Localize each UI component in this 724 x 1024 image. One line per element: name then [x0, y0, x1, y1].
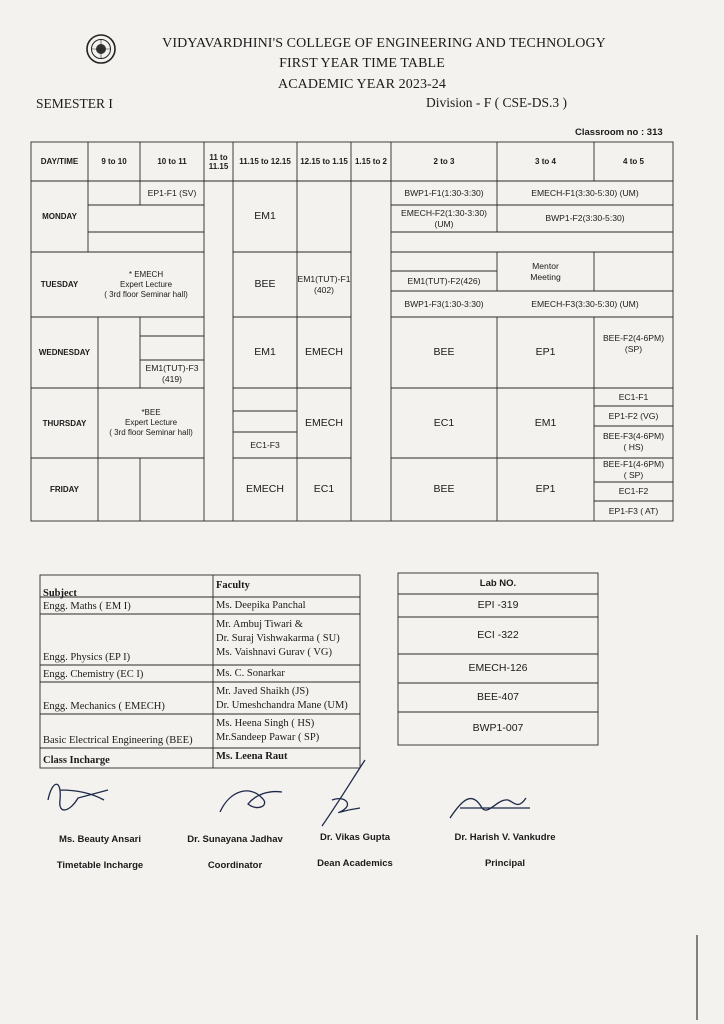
- faculty-name: Ms. Deepika Panchal: [216, 600, 306, 611]
- header-slot: 3 to 4: [535, 157, 556, 166]
- thursday-ep1-f2: EP1-F2 (VG): [608, 410, 659, 421]
- signatory-role: Coordinator: [207, 860, 263, 871]
- lab-row: BWP1-007: [472, 722, 524, 734]
- signatory-name: Dr. Sunayana Jadhav: [187, 834, 283, 845]
- wednesday-em1: EM1: [254, 346, 276, 358]
- friday-ec1-f2: EC1-F2: [618, 486, 649, 496]
- signatory-dean-academics: [300, 818, 410, 883]
- friday-emech: EMECH: [246, 483, 284, 495]
- college-name: VIDYAVARDHINI'S COLLEGE OF ENGINEERING AND TECHNOLOGY: [162, 36, 606, 51]
- lab-header: Lab NO.: [479, 578, 517, 589]
- thursday-ec1: EC1: [433, 416, 455, 429]
- tuesday-bee: BEE: [254, 278, 276, 290]
- wednesday-em1-tut-f3: EM1(TUT)-F3 (419): [145, 363, 199, 384]
- signatory-timetable-incharge: [40, 820, 160, 885]
- signatory-role: Dean Academics: [317, 858, 393, 869]
- thursday-bee-expert-lecture: *BEE Expert Lecture ( 3rd floor Seminar hall): [109, 408, 193, 437]
- subject-name: Engg. Chemistry (EC I): [43, 669, 144, 680]
- wednesday-bee: BEE: [433, 346, 455, 358]
- lab-row: BEE-407: [476, 691, 520, 703]
- tuesday-em1-tut-f1: EM1(TUT)-F1 (402): [297, 273, 351, 295]
- signatory-role: Principal: [484, 858, 526, 869]
- lab-row: EPI -319: [477, 599, 519, 611]
- lab-row: EMECH-126: [468, 662, 528, 674]
- header-lunch: 1.15 to 2: [354, 157, 387, 166]
- signatory-name: Dr. Vikas Gupta: [319, 832, 391, 843]
- subject-name: Engg. Maths ( EM I): [43, 601, 131, 612]
- header-slot: 2 to 3: [433, 157, 455, 166]
- document-title: FIRST YEAR TIME TABLE: [279, 56, 445, 71]
- faculty-name: Ms. Heena Singh ( HS) Mr.Sandeep Pawar ( SP): [216, 718, 320, 743]
- header-daytime: DAY/TIME: [40, 157, 79, 166]
- monday-em1: EM1: [254, 210, 276, 222]
- tuesday-em1-tut-f2: EM1(TUT)-F2(426): [407, 275, 481, 286]
- class-incharge-name: Ms. Leena Raut: [216, 751, 288, 762]
- tuesday-emech-expert-lecture: * EMECH Expert Lecture ( 3rd floor Seminar hall): [104, 269, 188, 299]
- division: Division - F ( CSE-DS.3 ): [426, 95, 568, 110]
- lab-row: ECI -322: [477, 629, 519, 641]
- signatory-name: Dr. Harish V. Vankudre: [454, 832, 556, 843]
- subject-name: Basic Electrical Engineering (BEE): [43, 735, 193, 746]
- thursday-bee-f3: BEE-F3(4-6PM) ( HS): [602, 431, 665, 452]
- signatory-role: Timetable Incharge: [56, 860, 144, 871]
- signatory-principal: [440, 818, 570, 883]
- day-tuesday: TUESDAY: [40, 280, 79, 289]
- tuesday-bwp1-f3: BWP1-F3(1:30-3:30): [404, 298, 484, 309]
- academic-year: ACADEMIC YEAR 2023-24: [277, 77, 447, 92]
- day-friday: FRIDAY: [49, 485, 80, 494]
- tuesday-emech-f3: EMECH-F3(3:30-5:30) (UM): [531, 298, 639, 309]
- monday-emech-f2: EMECH-F2(1:30-3:30) (UM): [401, 207, 487, 229]
- monday-bwp1-f2: BWP1-F2(3:30-5:30): [545, 213, 625, 223]
- wednesday-bee-f2: BEE-F2(4-6PM) (SP): [602, 333, 665, 354]
- day-wednesday: WEDNESDAY: [38, 348, 91, 357]
- friday-ep1-f3: EP1-F3 ( AT): [608, 505, 659, 516]
- signature-scribbles: [48, 760, 530, 826]
- faculty-name: Ms. C. Sonarkar: [216, 668, 285, 679]
- monday-emech-f1: EMECH-F1(3:30-5:30) (UM): [531, 187, 639, 198]
- wednesday-emech: EMECH: [305, 346, 343, 358]
- faculty-name: Mr. Javed Shaikh (JS) Dr. Umeshchandra Mane (UM): [216, 686, 348, 711]
- semester: SEMESTER I: [36, 96, 113, 111]
- header-break: 11 to 11.15: [208, 152, 229, 171]
- subject-name: Engg. Physics (EP I): [43, 652, 131, 663]
- thursday-emech: EMECH: [305, 416, 343, 429]
- day-monday: MONDAY: [42, 212, 77, 221]
- faculty-header-subject: Subject: [43, 588, 77, 599]
- header-slot: 10 to 11: [157, 157, 187, 166]
- header-slot: 11.15 to 12.15: [239, 157, 291, 166]
- friday-bee-f1: BEE-F1(4-6PM) ( SP): [602, 459, 665, 480]
- thursday-em1: EM1: [534, 416, 557, 429]
- friday-ep1: EP1: [535, 483, 556, 495]
- thursday-ec1-f3: EC1-F3: [250, 439, 280, 450]
- friday-bee: BEE: [433, 483, 455, 495]
- wednesday-ep1: EP1: [535, 346, 556, 358]
- signatory-coordinator: [175, 820, 295, 885]
- thursday-ec1-f1: EC1-F1: [618, 391, 649, 402]
- faculty-header-faculty: Faculty: [216, 580, 250, 591]
- subject-name: Engg. Mechanics ( EMECH): [43, 701, 165, 712]
- header-slot: 4 to 5: [623, 157, 644, 166]
- classroom-number: Classroom no : 313: [575, 127, 663, 138]
- header-slot: 12.15 to 1.15: [300, 157, 348, 166]
- faculty-name: Mr. Ambuj Tiwari & Dr. Suraj Vishwakarma ( SU) Ms. Vaishnavi Gurav ( VG): [216, 619, 340, 658]
- day-thursday: THURSDAY: [42, 418, 87, 428]
- class-incharge-label: Class Incharge: [43, 755, 110, 766]
- tuesday-mentor-meeting: Mentor Meeting: [530, 260, 561, 282]
- header-slot: 9 to 10: [101, 157, 127, 166]
- monday-ep1-f1: EP1-F1 (SV): [147, 187, 197, 198]
- monday-bwp1-f1: BWP1-F1(1:30-3:30): [404, 187, 484, 198]
- friday-ec1: EC1: [313, 483, 335, 495]
- signatory-name: Ms. Beauty Ansari: [58, 834, 141, 845]
